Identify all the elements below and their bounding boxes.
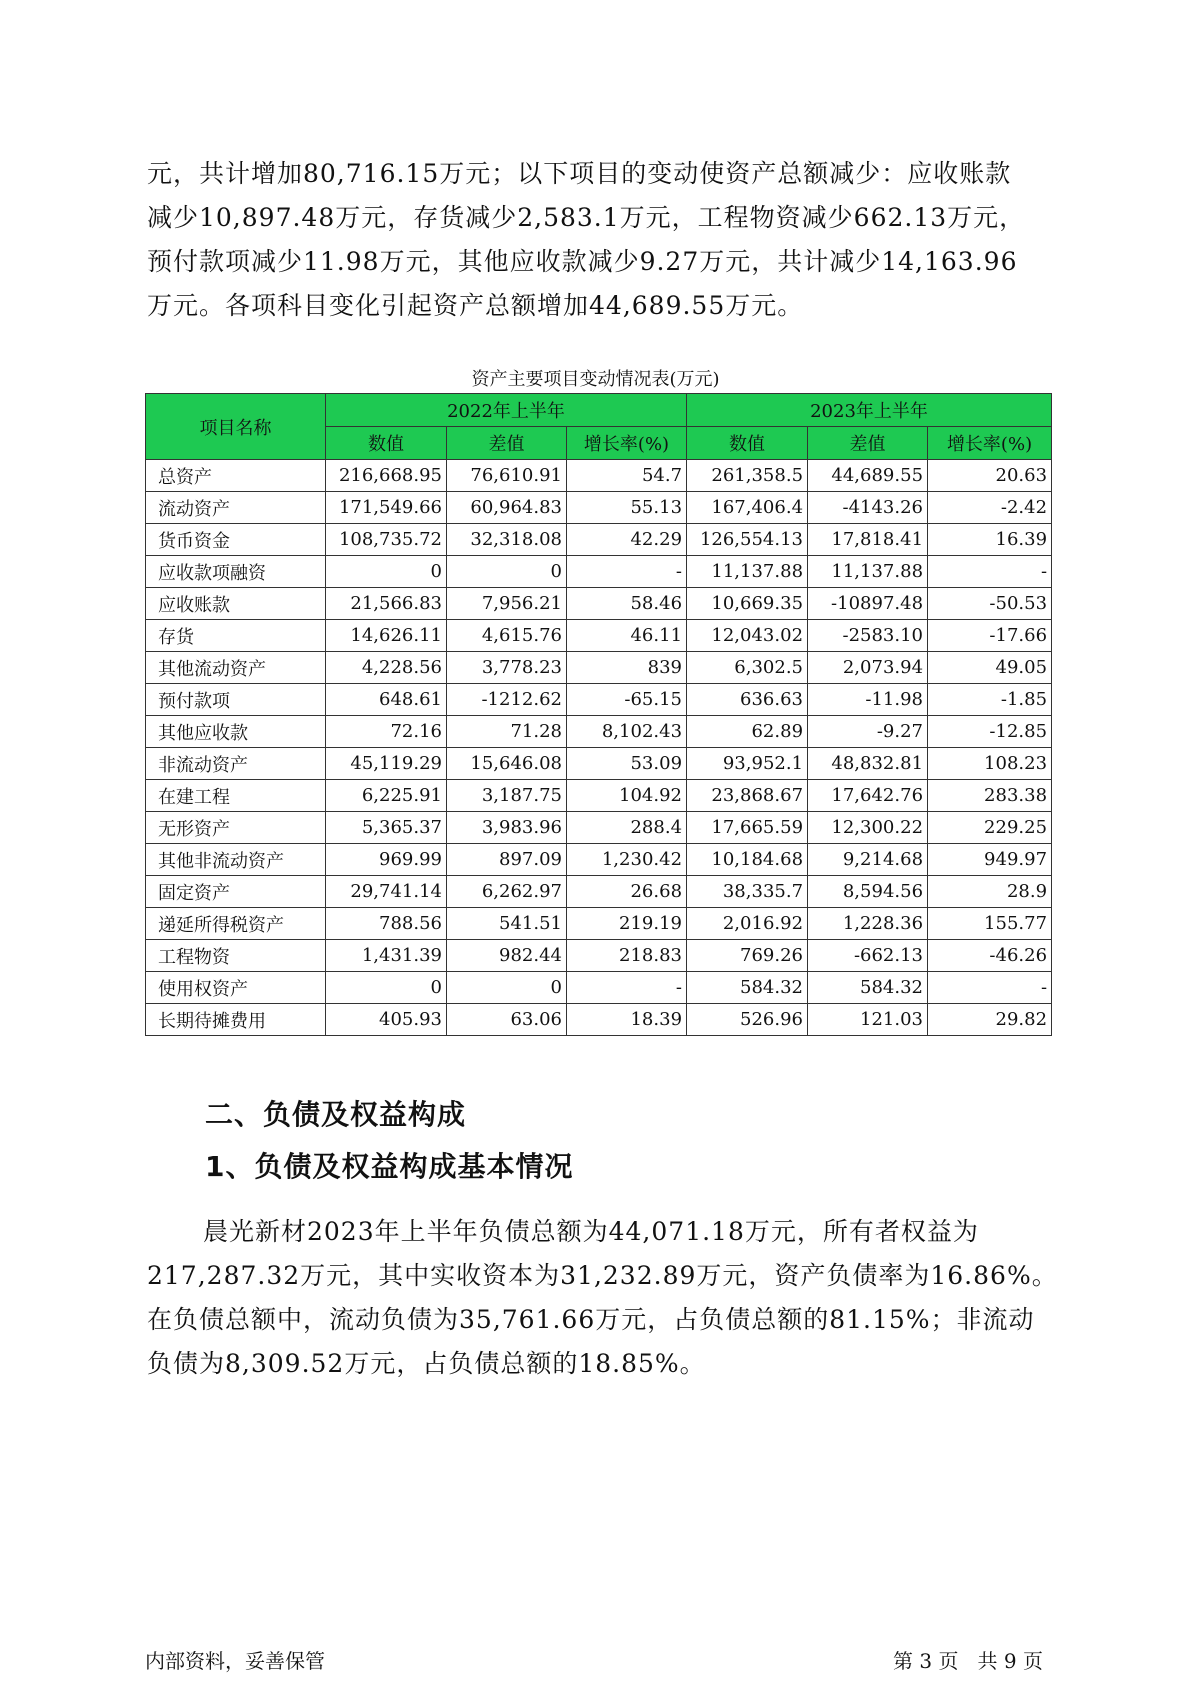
table-row: [146, 524, 1052, 556]
table-row: [146, 876, 1052, 908]
value-cell: 10,669.35: [687, 588, 808, 620]
value-cell: 53.09: [567, 748, 687, 780]
item-name-cell: 预付款项: [146, 684, 326, 716]
value-cell: -1212.62: [447, 684, 567, 716]
value-cell: 969.99: [326, 844, 447, 876]
difference-header: 差值: [447, 427, 567, 460]
value-cell: 839: [567, 652, 687, 684]
paragraph-line: 元，共计增加80,716.15万元；以下项目的变动使资产总额减少：应收账款: [147, 159, 1012, 188]
table-row: [146, 492, 1052, 524]
value-cell: 788.56: [326, 908, 447, 940]
table-row: [146, 780, 1052, 812]
value-cell: 108.23: [928, 748, 1052, 780]
subsection-heading: 1、负债及权益构成基本情况: [205, 1150, 574, 1183]
value-cell: 60,964.83: [447, 492, 567, 524]
value-cell: -2583.10: [808, 620, 928, 652]
value-cell: 6,302.5: [687, 652, 808, 684]
table-row: [146, 908, 1052, 940]
value-cell: 2,016.92: [687, 908, 808, 940]
item-name-cell: 在建工程: [146, 780, 326, 812]
section-heading: 二、负债及权益构成: [205, 1098, 467, 1131]
value-cell: 288.4: [567, 812, 687, 844]
value-cell: 8,102.43: [567, 716, 687, 748]
value-cell: 15,646.08: [447, 748, 567, 780]
value-cell: -10897.48: [808, 588, 928, 620]
value-cell: 541.51: [447, 908, 567, 940]
table-row: [146, 940, 1052, 972]
table-body: [146, 460, 1052, 1036]
value-cell: -: [928, 972, 1052, 1004]
value-cell: 949.97: [928, 844, 1052, 876]
value-cell: 1,431.39: [326, 940, 447, 972]
item-name-cell: 固定资产: [146, 876, 326, 908]
item-name-cell: 递延所得税资产: [146, 908, 326, 940]
item-name-cell: 货币资金: [146, 524, 326, 556]
value-cell: 58.46: [567, 588, 687, 620]
value-cell: 1,228.36: [808, 908, 928, 940]
value-cell: 12,300.22: [808, 812, 928, 844]
difference-header: 差值: [808, 427, 928, 460]
value-cell: 16.39: [928, 524, 1052, 556]
value-cell: 45,119.29: [326, 748, 447, 780]
value-cell: 229.25: [928, 812, 1052, 844]
value-cell: 44,689.55: [808, 460, 928, 492]
table-row: [146, 684, 1052, 716]
value-cell: 155.77: [928, 908, 1052, 940]
value-cell: 636.63: [687, 684, 808, 716]
value-cell: 584.32: [687, 972, 808, 1004]
item-name-cell: 应收款项融资: [146, 556, 326, 588]
value-cell: 93,952.1: [687, 748, 808, 780]
item-name-cell: 长期待摊费用: [146, 1004, 326, 1036]
value-cell: 8,594.56: [808, 876, 928, 908]
value-cell: 4,615.76: [447, 620, 567, 652]
value-cell: 10,184.68: [687, 844, 808, 876]
value-cell: 108,735.72: [326, 524, 447, 556]
value-cell: 71.28: [447, 716, 567, 748]
value-cell: 126,554.13: [687, 524, 808, 556]
item-name-cell: 总资产: [146, 460, 326, 492]
value-cell: 218.83: [567, 940, 687, 972]
item-name-cell: 流动资产: [146, 492, 326, 524]
value-cell: 0: [326, 972, 447, 1004]
item-name-cell: 非流动资产: [146, 748, 326, 780]
item-name-cell: 无形资产: [146, 812, 326, 844]
table-row: [146, 460, 1052, 492]
table-row: [146, 1004, 1052, 1036]
item-name-cell: 工程物资: [146, 940, 326, 972]
value-cell: 14,626.11: [326, 620, 447, 652]
value-cell: 121.03: [808, 1004, 928, 1036]
value-cell: 62.89: [687, 716, 808, 748]
value-header: 数值: [326, 427, 447, 460]
table-row: [146, 844, 1052, 876]
value-cell: 171,549.66: [326, 492, 447, 524]
value-cell: 4,228.56: [326, 652, 447, 684]
item-name-cell: 其他非流动资产: [146, 844, 326, 876]
footer-page-number: 第 3 页 共 9 页: [893, 1649, 1043, 1673]
value-cell: 63.06: [447, 1004, 567, 1036]
value-cell: 38,335.7: [687, 876, 808, 908]
table-row: [146, 652, 1052, 684]
paragraph-line: 217,287.32万元，其中实收资本为31,232.89万元，资产负债率为16.86%。: [147, 1261, 1058, 1290]
value-cell: 49.05: [928, 652, 1052, 684]
value-cell: 405.93: [326, 1004, 447, 1036]
item-name-cell: 使用权资产: [146, 972, 326, 1004]
value-cell: 104.92: [567, 780, 687, 812]
footer-confidential-note: 内部资料，妥善保管: [145, 1649, 325, 1673]
value-cell: -1.85: [928, 684, 1052, 716]
value-cell: 3,187.75: [447, 780, 567, 812]
value-cell: 982.44: [447, 940, 567, 972]
value-cell: 2,073.94: [808, 652, 928, 684]
value-cell: 11,137.88: [687, 556, 808, 588]
paragraph-line: 晨光新材2023年上半年负债总额为44,071.18万元，所有者权益为: [203, 1217, 979, 1246]
value-cell: 20.63: [928, 460, 1052, 492]
item-name-cell: 其他应收款: [146, 716, 326, 748]
value-cell: 12,043.02: [687, 620, 808, 652]
table-row: [146, 620, 1052, 652]
value-header: 数值: [687, 427, 808, 460]
value-cell: 3,778.23: [447, 652, 567, 684]
paragraph-line: 预付款项减少11.98万元，其他应收款减少9.27万元，共计减少14,163.96: [147, 247, 1018, 276]
value-cell: 32,318.08: [447, 524, 567, 556]
value-cell: 6,262.97: [447, 876, 567, 908]
value-cell: -17.66: [928, 620, 1052, 652]
value-cell: -662.13: [808, 940, 928, 972]
value-cell: -2.42: [928, 492, 1052, 524]
value-cell: -11.98: [808, 684, 928, 716]
growth-rate-header: 增长率(%): [567, 427, 687, 460]
value-cell: 167,406.4: [687, 492, 808, 524]
value-cell: 0: [326, 556, 447, 588]
value-cell: -12.85: [928, 716, 1052, 748]
value-cell: 23,868.67: [687, 780, 808, 812]
value-cell: 1,230.42: [567, 844, 687, 876]
liability-paragraph: [147, 1210, 1058, 1386]
value-cell: -: [567, 972, 687, 1004]
value-cell: 28.9: [928, 876, 1052, 908]
value-cell: 72.16: [326, 716, 447, 748]
table-row: [146, 748, 1052, 780]
table-row: [146, 588, 1052, 620]
value-cell: 584.32: [808, 972, 928, 1004]
item-name-cell: 应收账款: [146, 588, 326, 620]
value-cell: 29,741.14: [326, 876, 447, 908]
value-cell: 17,642.76: [808, 780, 928, 812]
value-cell: 17,665.59: [687, 812, 808, 844]
table-row: [146, 556, 1052, 588]
value-cell: 769.26: [687, 940, 808, 972]
asset-change-paragraph: [147, 152, 1047, 328]
value-cell: -9.27: [808, 716, 928, 748]
value-cell: 48,832.81: [808, 748, 928, 780]
value-cell: 7,956.21: [447, 588, 567, 620]
value-cell: 897.09: [447, 844, 567, 876]
value-cell: -: [928, 556, 1052, 588]
table-caption: 资产主要项目变动情况表(万元): [471, 369, 720, 390]
value-cell: 0: [447, 556, 567, 588]
value-cell: 9,214.68: [808, 844, 928, 876]
value-cell: 526.96: [687, 1004, 808, 1036]
value-cell: 0: [447, 972, 567, 1004]
value-cell: 219.19: [567, 908, 687, 940]
item-name-header: 项目名称: [146, 394, 326, 460]
item-name-cell: 其他流动资产: [146, 652, 326, 684]
asset-change-table: [145, 393, 1052, 1036]
growth-rate-header: 增长率(%): [928, 427, 1052, 460]
value-cell: 42.29: [567, 524, 687, 556]
value-cell: 76,610.91: [447, 460, 567, 492]
table-row: [146, 716, 1052, 748]
year-2023-header: 2023年上半年: [687, 394, 1052, 427]
value-cell: -65.15: [567, 684, 687, 716]
value-cell: 11,137.88: [808, 556, 928, 588]
paragraph-line: 负债为8,309.52万元，占负债总额的18.85%。: [147, 1349, 706, 1378]
paragraph-line: 在负债总额中，流动负债为35,761.66万元，占负债总额的81.15%；非流动: [147, 1305, 1035, 1334]
value-cell: 18.39: [567, 1004, 687, 1036]
value-cell: 6,225.91: [326, 780, 447, 812]
value-cell: 46.11: [567, 620, 687, 652]
value-cell: -46.26: [928, 940, 1052, 972]
paragraph-line: 万元。各项科目变化引起资产总额增加44,689.55万元。: [147, 291, 804, 320]
value-cell: 261,358.5: [687, 460, 808, 492]
table-header-row: [146, 394, 1052, 427]
value-cell: 17,818.41: [808, 524, 928, 556]
value-cell: -50.53: [928, 588, 1052, 620]
value-cell: 5,365.37: [326, 812, 447, 844]
value-cell: 54.7: [567, 460, 687, 492]
value-cell: 648.61: [326, 684, 447, 716]
value-cell: 55.13: [567, 492, 687, 524]
value-cell: 3,983.96: [447, 812, 567, 844]
value-cell: 21,566.83: [326, 588, 447, 620]
value-cell: 29.82: [928, 1004, 1052, 1036]
value-cell: -4143.26: [808, 492, 928, 524]
value-cell: -: [567, 556, 687, 588]
year-2022-header: 2022年上半年: [326, 394, 687, 427]
table-row: [146, 972, 1052, 1004]
value-cell: 283.38: [928, 780, 1052, 812]
value-cell: 216,668.95: [326, 460, 447, 492]
value-cell: 26.68: [567, 876, 687, 908]
table-row: [146, 812, 1052, 844]
paragraph-line: 减少10,897.48万元，存货减少2,583.1万元，工程物资减少662.13万元，: [147, 203, 1026, 232]
item-name-cell: 存货: [146, 620, 326, 652]
